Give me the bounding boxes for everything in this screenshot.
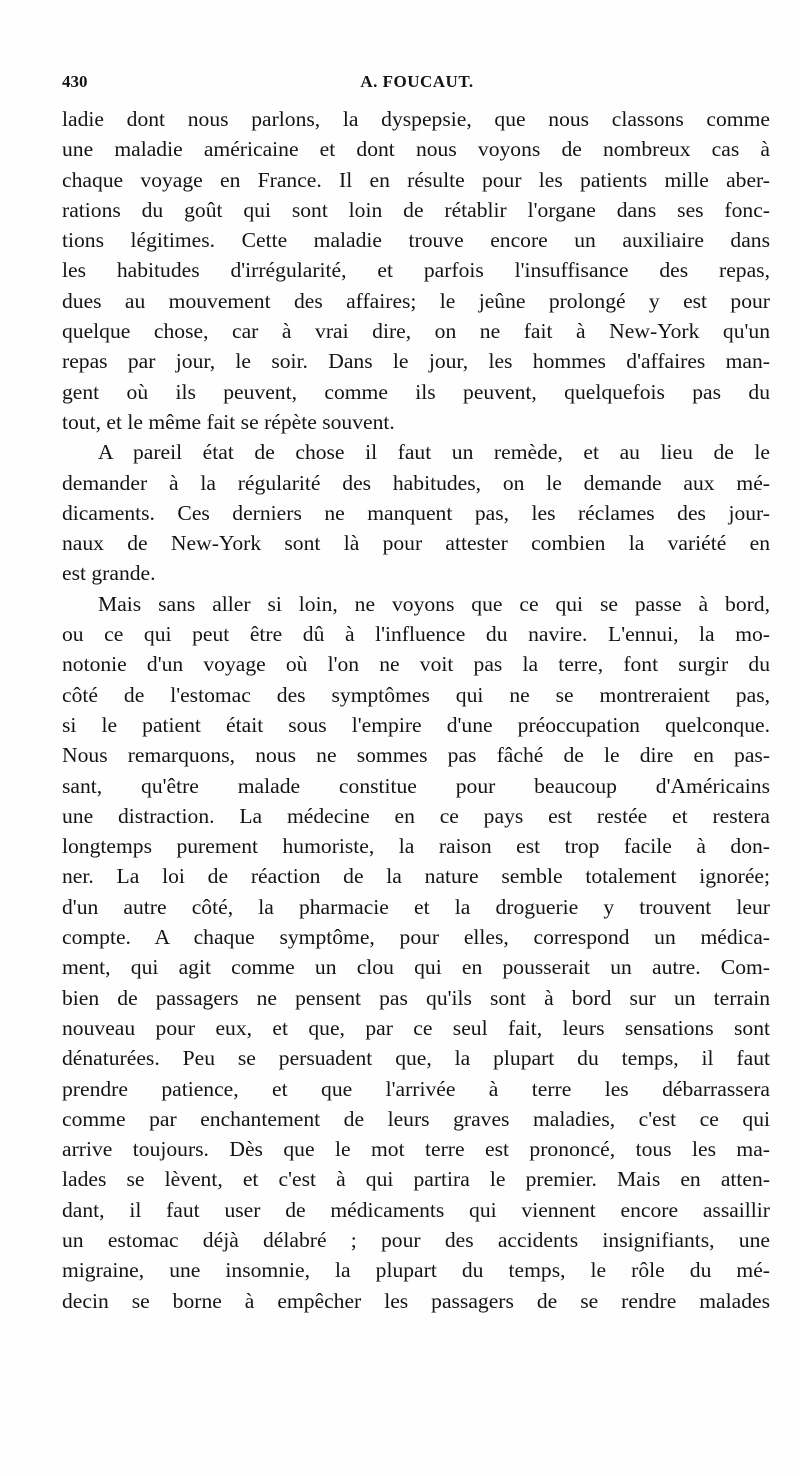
text-line: dant, il faut user de médicaments qui viennent encore assaillir — [62, 1197, 770, 1222]
text-line: longtemps purement humoriste, la raison est trop facile à don- — [62, 834, 770, 859]
text-line: notonie d'un voyage où l'on ne voit pas la terre, font surgir du — [62, 652, 770, 677]
text-line: ment, qui agit comme un clou qui en pousserait un autre. Com- — [62, 955, 770, 980]
text-line: gent où ils peuvent, comme ils peuvent, quelquefois pas du — [62, 379, 770, 404]
text-line: repas par jour, le soir. Dans le jour, les hommes d'affaires man- — [62, 349, 770, 374]
text-line: Nous remarquons, nous ne sommes pas fâché de le dire en pas- — [62, 743, 770, 768]
text-line: arrive toujours. Dès que le mot terre est prononcé, tous les ma- — [62, 1137, 770, 1162]
text-line: est grande. — [62, 561, 156, 586]
body-text — [62, 104, 770, 1316]
text-line: ou ce qui peut être dû à l'influence du navire. L'ennui, la mo- — [62, 622, 770, 647]
running-head: A. FOUCAUT. — [360, 72, 474, 91]
text-line: A pareil état de chose il faut un remède, et au lieu de le — [98, 440, 770, 465]
text-line: d'un autre côté, la pharmacie et la droguerie y trouvent leur — [62, 894, 770, 919]
text-line: dénaturées. Peu se persuadent que, la plupart du temps, il faut — [62, 1046, 770, 1071]
text-line: demander à la régularité des habitudes, on le demande aux mé- — [62, 470, 770, 495]
text-line: les habitudes d'irrégularité, et parfois l'insuffisance des repas, — [62, 258, 770, 283]
text-line: si le patient était sous l'empire d'une préoccupation quelconque. — [62, 712, 770, 737]
text-line: une distraction. La médecine en ce pays est restée et restera — [62, 803, 770, 828]
text-line: prendre patience, et que l'arrivée à terre les débarrassera — [62, 1076, 770, 1101]
text-line: une maladie américaine et dont nous voyons de nombreux cas à — [62, 137, 770, 162]
text-line: sant, qu'être malade constitue pour beaucoup d'Américains — [62, 773, 770, 798]
text-line: bien de passagers ne pensent pas qu'ils sont à bord sur un terrain — [62, 985, 770, 1010]
text-line: ner. La loi de réaction de la nature semble totalement ignorée; — [62, 864, 770, 889]
text-line: tout, et le même fait se répète souvent. — [62, 409, 395, 434]
text-line: naux de New-York sont là pour attester combien la variété en — [62, 531, 770, 556]
text-line: chaque voyage en France. Il en résulte pour les patients mille aber- — [62, 167, 770, 192]
text-line: Mais sans aller si loin, ne voyons que ce qui se passe à bord, — [98, 591, 770, 616]
text-line: ladie dont nous parlons, la dyspepsie, que nous classons comme — [62, 107, 770, 131]
page-header — [62, 72, 772, 96]
text-line: nouveau pour eux, et que, par ce seul fait, leurs sensations sont — [62, 1015, 770, 1040]
text-line: un estomac déjà délabré ; pour des accidents insignifiants, une — [62, 1227, 770, 1252]
text-line: côté de l'estomac des symptômes qui ne se montreraient pas, — [62, 682, 770, 707]
text-line: compte. A chaque symptôme, pour elles, correspond un médica- — [62, 925, 770, 950]
text-line: rations du goût qui sont loin de rétablir l'organe dans ses fonc- — [62, 197, 770, 222]
text-line: tions légitimes. Cette maladie trouve encore un auxiliaire dans — [62, 228, 770, 253]
text-line: comme par enchantement de leurs graves maladies, c'est ce qui — [62, 1106, 770, 1131]
text-line: dicaments. Ces derniers ne manquent pas, les réclames des jour- — [62, 500, 770, 525]
text-line: quelque chose, car à vrai dire, on ne fait à New-York qu'un — [62, 319, 770, 344]
page-number: 430 — [62, 72, 88, 91]
text-line: lades se lèvent, et c'est à qui partira le premier. Mais en atten- — [62, 1167, 770, 1192]
text-line: migraine, une insomnie, la plupart du temps, le rôle du mé- — [62, 1258, 770, 1283]
text-line: dues au mouvement des affaires; le jeûne prolongé y est pour — [62, 288, 770, 313]
text-line: decin se borne à empêcher les passagers de se rendre malades — [62, 1288, 770, 1313]
